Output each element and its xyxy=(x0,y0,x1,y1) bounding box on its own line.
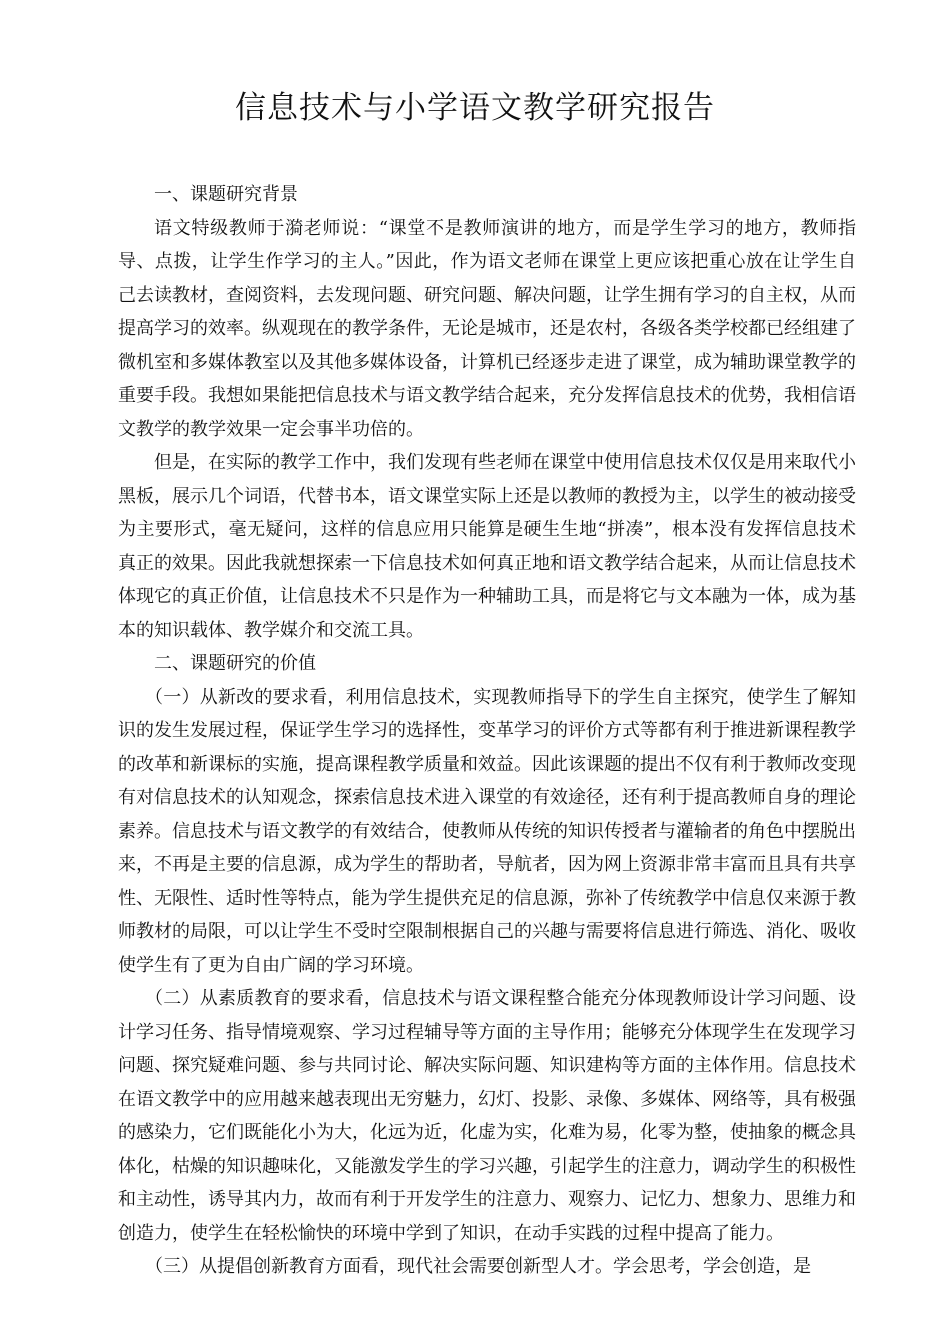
section-heading-background: 一、课题研究背景 xyxy=(154,184,298,205)
document-title: 信息技术与小学语文教学研究报告 xyxy=(235,90,715,126)
document-body xyxy=(118,178,856,1284)
paragraph: （二）从素质教育的要求看，信息技术与语文课程整合能充分体现教师设计学习问题、设计学习任务、指导情境观察、学习过程辅导等方面的主导作用；能够充分体现学生在发现学习问题、探究疑难问题、参与共同讨论、解决实际问题、知识建构等方面的主体作用。信息技术在语文教学中的应用越来越表现出无穷魅力，幻灯、投影、录像、多媒体、网络等，具有极强的感染力，它们既能化小为大，化远为近，化虚为实，化难为易，化零为整，使抽象的概念具体化，枯燥的知识趣味化，又能激发学生的学习兴趣，引起学生的注意力，调动学生的积极性和主动性，诱导其内力，故而有利于开发学生的注意力、观察力、记忆力、想象力、思维力和创造力，使学生在轻松愉快的环境中学到了知识，在动手实践的过程中提高了能力。 xyxy=(118,988,856,1244)
section-heading-value: 二、课题研究的价值 xyxy=(154,653,316,674)
paragraph: 语文特级教师于漪老师说：“课堂不是教师演讲的地方，而是学生学习的地方，教师指导、点拨，让学生作学习的主人。”因此，作为语文老师在课堂上更应该把重心放在让学生自己去读教材，查阅资料，去发现问题、研究问题、解决问题，让学生拥有学习的自主权，从而提高学习的效率。纵观现在的教学条件，无论是城市，还是农村，各级各类学校都已经组建了微机室和多媒体教室以及其他多媒体设备，计算机已经逐步走进了课堂，成为辅助课堂教学的重要手段。我想如果能把信息技术与语文教学结合起来，充分发挥信息技术的优势，我相信语文教学的教学效果一定会事半功倍的。 xyxy=(118,217,856,440)
paragraph: 但是，在实际的教学工作中，我们发现有些老师在课堂中使用信息技术仅仅是用来取代小黑板，展示几个词语，代替书本，语文课堂实际上还是以教师的教授为主，以学生的被动接受为主要形式，毫无疑问，这样的信息应用只能算是硬生生地“拼凑”，根本没有发挥信息技术真正的效果。因此我就想探索一下信息技术如何真正地和语文教学结合起来，从而让信息技术体现它的真正价值，让信息技术不只是作为一种辅助工具，而是将它与文本融为一体，成为基本的知识载体、教学媒介和交流工具。 xyxy=(118,452,856,641)
paragraph: （一）从新改的要求看，利用信息技术，实现教师指导下的学生自主探究，使学生了解知识的发生发展过程，保证学生学习的选择性，变革学习的评价方式等都有利于推进新课程教学的改革和新课标的实施，提高课程教学质量和效益。因此该课题的提出不仅有利于教师改变现有对信息技术的认知观念，探索信息技术进入课堂的有效途径，还有利于提高教师自身的理论素养。信息技术与语文教学的有效结合，使教师从传统的知识传授者与灌输者的角色中摆脱出来，不再是主要的信息源，成为学生的帮助者，导航者，因为网上资源非常丰富而且具有共享性、无限性、适时性等特点，能为学生提供充足的信息源，弥补了传统教学中信息仅来源于教师教材的局限，可以让学生不受时空限制根据自己的兴趣与需要将信息进行筛选、消化、吸收使学生有了更为自由广阔的学习环境。 xyxy=(118,686,856,976)
paragraph: （三）从提倡创新教育方面看，现代社会需要创新型人才。学会思考，学会创造，是 xyxy=(145,1256,811,1277)
